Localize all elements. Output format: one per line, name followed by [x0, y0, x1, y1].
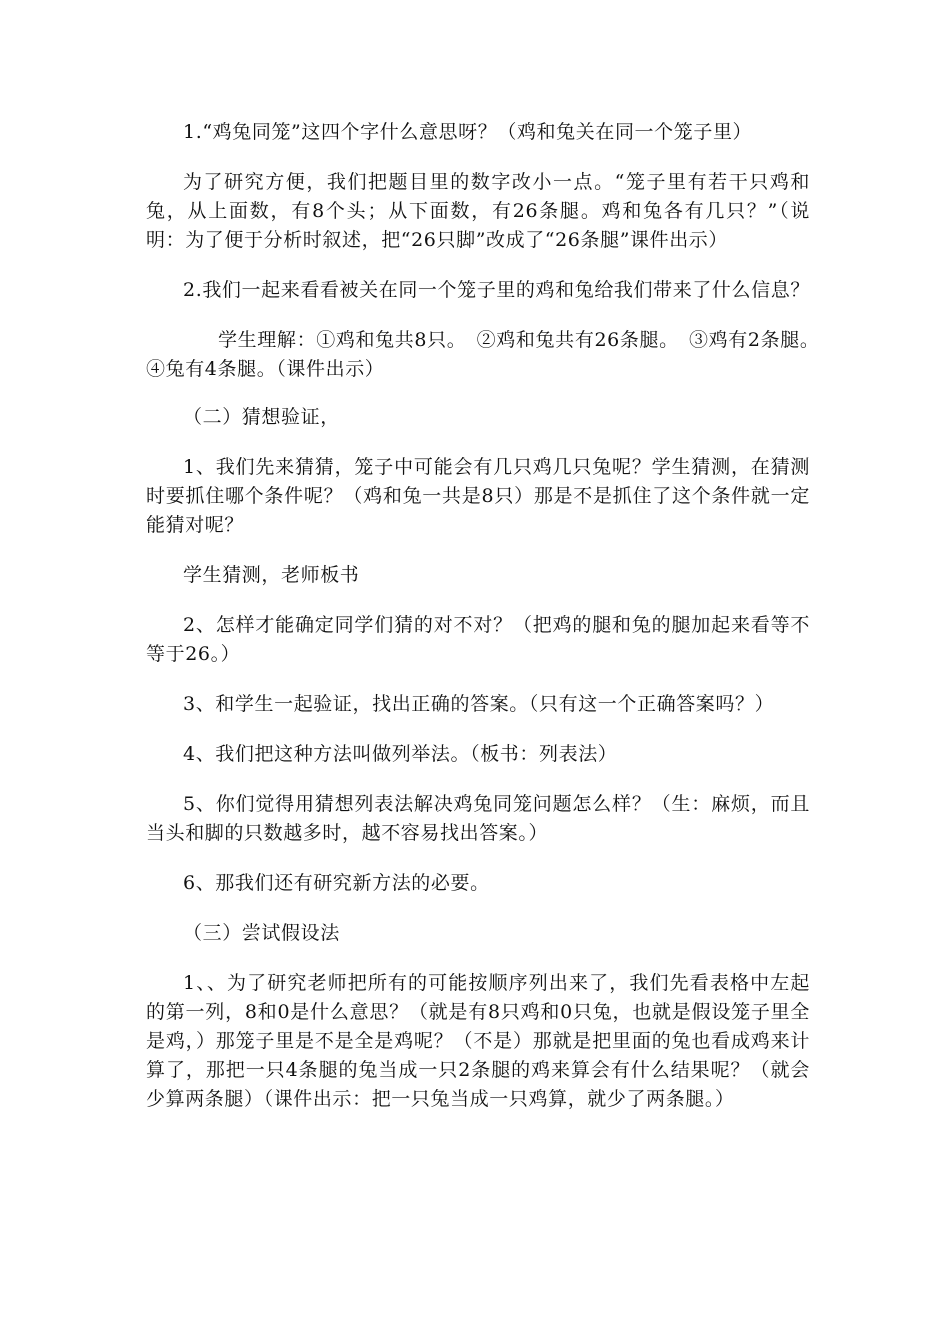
paragraph-step-4-method: 4、我们把这种方法叫做列举法。（板书：列表法）	[183, 743, 618, 765]
paragraph-student-guess: 学生猜测，老师板书	[183, 564, 360, 586]
paragraph-step-5-evaluate: 5、你们觉得用猜想列表法解决鸡兔同笼问题怎么样？（生：麻烦，而且当头和脚的只数越多时，越不容易找出答案。）	[146, 793, 810, 844]
paragraph-step-6-new-method: 6、那我们还有研究新方法的必要。	[183, 872, 490, 894]
paragraph-problem-statement: 为了研究方便，我们把题目里的数字改小一点。“笼子里有若干只鸡和兔，从上面数，有8个头；从下面数，有26条腿。鸡和兔各有几只？”（说明：为了便于分析时叙述，把“26只脚”改成了“26条腿”课件出示）	[146, 171, 810, 251]
paragraph-question-2: 2.我们一起来看看被关在同一个笼子里的鸡和兔给我们带来了什么信息？	[183, 279, 810, 301]
section-heading-assumption-method: （三）尝试假设法	[183, 922, 340, 944]
document-body	[146, 118, 850, 1135]
section-heading-guess-verify: （二）猜想验证，	[183, 406, 340, 428]
paragraph-student-understanding: 学生理解：①鸡和兔共8只。 ②鸡和兔共有26条腿。 ③鸡有2条腿。 ④兔有4条腿。（课件出示）	[146, 329, 850, 380]
paragraph-step-1-guess: 1、我们先来猜猜，笼子中可能会有几只鸡几只兔呢？学生猜测，在猜测时要抓住哪个条件呢？（鸡和兔一共是8只）那是不是抓住了这个条件就一定能猜对呢？	[146, 456, 810, 536]
paragraph-step-2-check: 2、怎样才能确定同学们猜的对不对？（把鸡的腿和兔的腿加起来看等不等于26。）	[146, 614, 810, 665]
paragraph-assumption-step-1: 1、、为了研究老师把所有的可能按顺序列出来了，我们先看表格中左起的第一列，8和0是什么意思？（就是有8只鸡和0只兔，也就是假设笼子里全是鸡，）那笼子里是不是全是鸡呢？（不是）那就是把里面的兔也看成鸡来计算了，那把一只4条腿的兔当成一只2条腿的鸡来算会有什么结果呢？（就会少算两条腿）（课件出示：把一只兔当成一只鸡算，就少了两条腿。）	[146, 972, 810, 1110]
paragraph-question-1: 1.“鸡兔同笼”这四个字什么意思呀？（鸡和兔关在同一个笼子里）	[183, 121, 753, 143]
paragraph-step-3-verify: 3、和学生一起验证，找出正确的答案。（只有这一个正确答案吗？）	[183, 693, 775, 715]
